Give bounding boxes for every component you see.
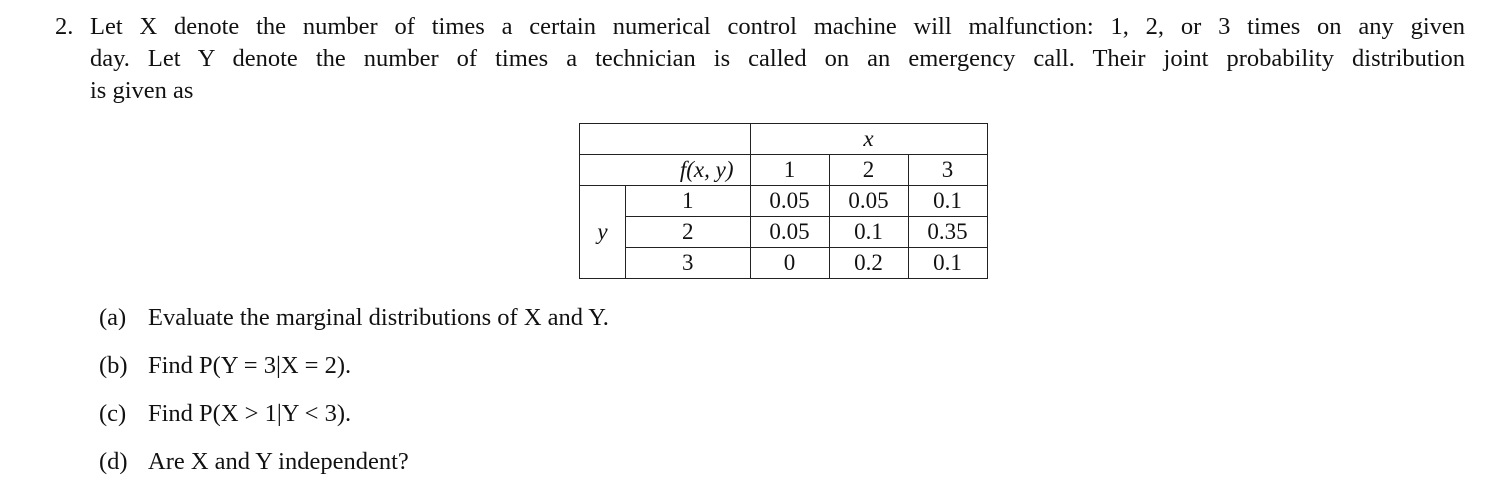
table-blank [580, 155, 626, 186]
statement-line-2: day. Let Y denote the number of times a technician is called on an emergency call. Their joint probability distribution [90, 45, 1465, 72]
statement-line-1: Let X denote the number of times a certain numerical control machine will malfunction: 1, 2, or 3 times on any given [90, 13, 1465, 40]
part-b [99, 348, 609, 396]
statement-line-3: is given as [90, 77, 194, 104]
table-cell: 0.1 [908, 248, 987, 279]
table-corner-blank [580, 124, 626, 155]
part-label: (d) [99, 448, 128, 475]
x-variable-label: x [750, 124, 987, 155]
table-row [580, 217, 988, 248]
problem-parts [99, 300, 609, 492]
y-value-3: 3 [626, 248, 751, 279]
table-corner-blank-2 [626, 124, 751, 155]
table-cell: 0.1 [908, 186, 987, 217]
joint-probability-table [579, 123, 988, 279]
y-value-2: 2 [626, 217, 751, 248]
problem-number: 2. [55, 13, 74, 40]
problem-statement [55, 11, 1465, 107]
part-label: (b) [99, 352, 128, 379]
table-cell: 0.35 [908, 217, 987, 248]
part-label: (c) [99, 400, 127, 427]
part-a [99, 300, 609, 348]
part-text: Find P(Y = 3|X = 2). [148, 352, 352, 379]
x-value-3: 3 [908, 155, 987, 186]
part-text: Are X and Y independent? [148, 448, 409, 475]
table-cell: 0.05 [829, 186, 908, 217]
table-x-values-row [580, 155, 988, 186]
table-cell: 0 [750, 248, 829, 279]
table-row [580, 186, 988, 217]
table-cell: 0.2 [829, 248, 908, 279]
part-text: Find P(X > 1|Y < 3). [148, 400, 352, 427]
y-value-1: 1 [626, 186, 751, 217]
joint-function-label: f(x, y) [626, 155, 751, 186]
x-value-2: 2 [829, 155, 908, 186]
part-d [99, 444, 609, 492]
y-variable-label: y [580, 186, 626, 279]
x-value-1: 1 [750, 155, 829, 186]
table-cell: 0.05 [750, 217, 829, 248]
part-text: Evaluate the marginal distributions of X and Y. [148, 304, 609, 331]
part-c [99, 396, 609, 444]
table-cell: 0.05 [750, 186, 829, 217]
table-header-row [580, 124, 988, 155]
part-label: (a) [99, 304, 127, 331]
table-cell: 0.1 [829, 217, 908, 248]
table-row [580, 248, 988, 279]
